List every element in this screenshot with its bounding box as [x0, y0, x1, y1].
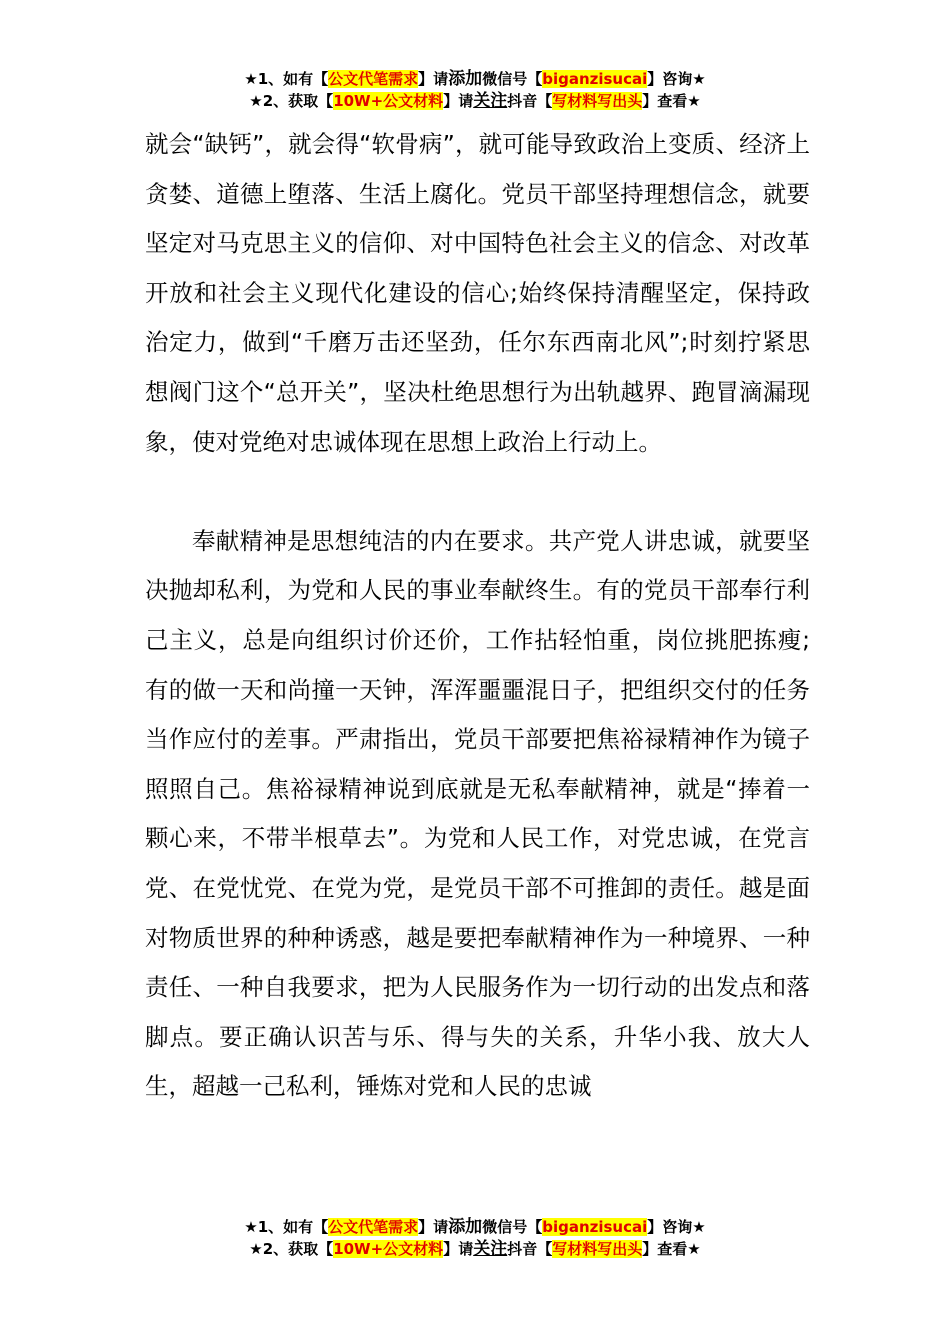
banner-text: 】请: [443, 92, 474, 110]
banner-text: ★1、如有【: [244, 1218, 329, 1236]
banner-text: 】请: [443, 1240, 474, 1258]
banner-text: 】请: [418, 70, 449, 88]
banner-emphasis: 关注: [473, 1239, 508, 1259]
banner-emphasis: 关注: [473, 91, 508, 111]
banner-highlight: 10W+公文材料: [333, 1240, 444, 1258]
banner-emphasis: 添加: [448, 1217, 483, 1237]
banner-line-1: [0, 1216, 950, 1238]
banner-highlight: biganzisucai: [542, 70, 648, 88]
banner-text: 】查看★: [642, 1240, 701, 1258]
banner-highlight: 写材料写出头: [552, 1240, 643, 1258]
header-banner: [0, 68, 950, 112]
banner-line-2: [0, 90, 950, 112]
banner-text: 】咨询★: [647, 1218, 706, 1236]
banner-highlight: biganzisucai: [542, 1218, 648, 1236]
banner-text: 抖音【: [507, 92, 553, 110]
banner-line-1: [0, 68, 950, 90]
banner-emphasis: 添加: [448, 69, 483, 89]
banner-text: 微信号【: [482, 70, 543, 88]
paragraph: 就会“缺钙”，就会得“软骨病”，就可能导致政治上变质、经济上贪婪、道德上堕落、生活上腐化。党员干部坚持理想信念，就要坚定对马克思主义的信仰、对中国特色社会主义的信念、对改革开放和社会主义现代化建设的信心;始终保持清醒坚定，保持政治定力，做到“千磨万击还坚劲，任尔东西南北风”;时刻拧紧思想阀门这个“总开关”，坚决杜绝思想行为出轨越界、跑冒滴漏现象，使对党绝对忠诚体现在思想上政治上行动上。: [145, 130, 810, 456]
banner-highlight: 公文代笔需求: [328, 1218, 419, 1236]
banner-highlight: 10W+公文材料: [333, 92, 444, 110]
paragraph: 奉献精神是思想纯洁的内在要求。共产党人讲忠诚，就要坚决抛却私利，为党和人民的事业奉献终生。有的党员干部奉行利己主义，总是向组织讨价还价，工作拈轻怕重，岗位挑肥拣瘦;有的做一天和尚撞一天钟，浑浑噩噩混日子，把组织交付的任务当作应付的差事。严肃指出，党员干部要把焦裕禄精神作为镜子照照自己。焦裕禄精神说到底就是无私奉献精神，就是“捧着一颗心来，不带半根草去”。为党和人民工作，对党忠诚，在党言党、在党忧党、在党为党，是党员干部不可推卸的责任。越是面对物质世界的种种诱惑，越是要把奉献精神作为一种境界、一种责任、一种自我要求，把为人民服务作为一切行动的出发点和落脚点。要正确认识苦与乐、得与失的关系，升华小我、放大人生，超越一己私利，锤炼对党和人民的忠诚: [145, 526, 810, 1101]
banner-text: 】查看★: [642, 92, 701, 110]
banner-text: ★2、获取【: [249, 92, 334, 110]
banner-text: ★1、如有【: [244, 70, 329, 88]
banner-highlight: 公文代笔需求: [328, 70, 419, 88]
banner-text: 抖音【: [507, 1240, 553, 1258]
banner-highlight: 写材料写出头: [552, 92, 643, 110]
banner-text: 】请: [418, 1218, 449, 1236]
footer-banner: [0, 1216, 950, 1260]
document-body: [145, 120, 810, 1112]
banner-text: 】咨询★: [647, 70, 706, 88]
banner-line-2: [0, 1238, 950, 1260]
banner-text: 微信号【: [482, 1218, 543, 1236]
banner-text: ★2、获取【: [249, 1240, 334, 1258]
